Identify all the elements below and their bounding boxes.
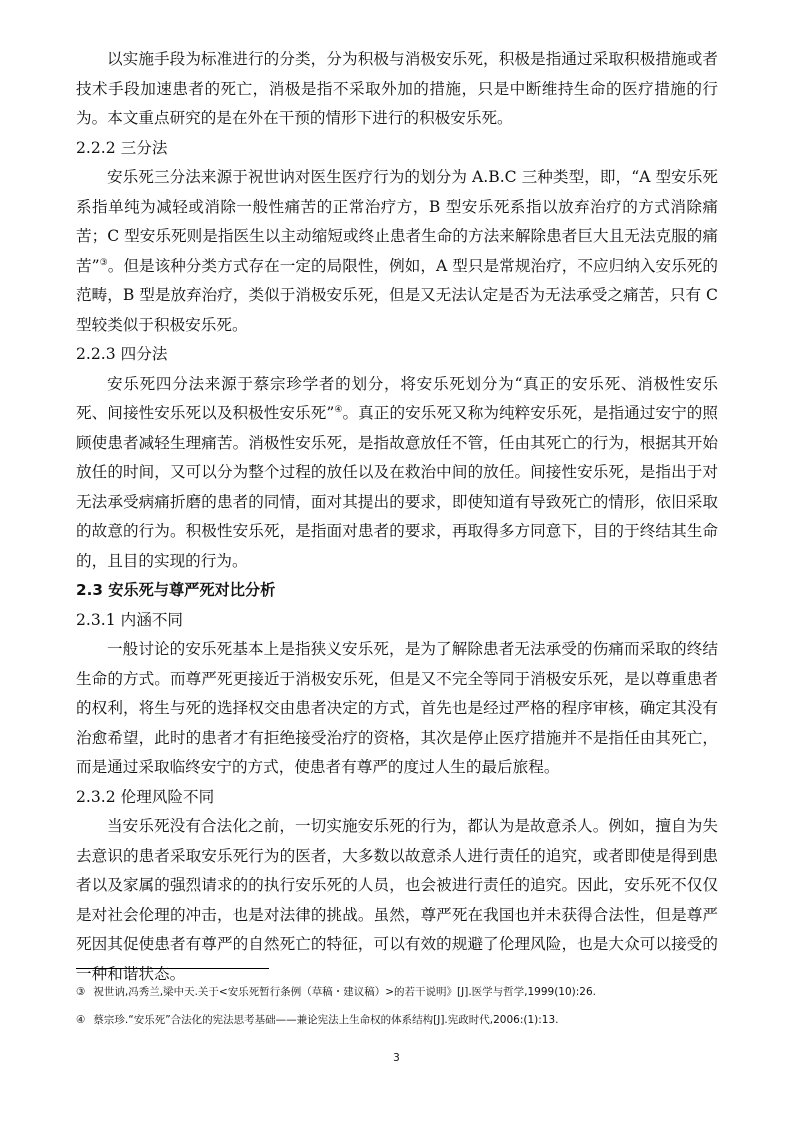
footnote-ref-3[interactable]: ③ — [99, 257, 108, 268]
footnote-text: 祝世讷,冯秀兰,梁中天.关于<安乐死暂行条例（草稿・建议稿）>的若干说明》[J].医学与哲学,1999(10):26. — [93, 986, 597, 998]
paragraph-four-classes — [76, 370, 718, 577]
paragraph-classification-by-means: 以实施手段为标准进行的分类，分为积极与消极安乐死，积极是指通过采取积极措施或者技术手段加速患者的死亡，消极是指不采取外加的措施，只是中断维持生命的医疗措施的行为。本文重点研究的是在外在干预的情形下进行的积极安乐死。 — [76, 50, 718, 127]
page-number: 3 — [393, 1052, 400, 1064]
subheading-three-classes: 2.2.2 三分法 — [76, 138, 168, 157]
section-heading-comparison: 2.3 安乐死与尊严死对比分析 — [76, 581, 276, 599]
subheading-four-classes: 2.2.3 四分法 — [76, 345, 168, 363]
footnote-4 — [76, 1006, 718, 1034]
document-body — [76, 45, 718, 989]
paragraph-four-classes-part1: 安乐死四分法来源于蔡宗珍学者的划分，将安乐死划分为“真正的安乐死、消极性安乐死、间接性安乐死以及积极性安乐死” — [76, 374, 718, 422]
paragraph-three-classes — [76, 163, 718, 340]
footnote-divider — [76, 968, 269, 969]
footnote-ref-4[interactable]: ④ — [334, 405, 343, 415]
footnote-text: 蔡宗珍.“安乐死”合法化的宪法思考基础——兼论宪法上生命权的体系结构[J].宪政时代,2006:(1):13. — [93, 1014, 559, 1026]
paragraph-three-classes-part2: 。但是该种分类方式存在一定的局限性，例如，A 型只是常规治疗，不应归纳入安乐死的范畴，B 型是放弃治疗，类似于消极安乐死，但是又无法认定是否为无法承受之痛苦，只有 C 型较类似于积极安乐死。 — [76, 256, 718, 334]
subheading-ethical-risk: 2.3.2 伦理风险不同 — [76, 787, 215, 806]
paragraph-connotation: 一般讨论的安乐死基本上是指狭义安乐死，是为了解除患者无法承受的伤痛而采取的终结生命的方式。而尊严死更接近于消极安乐死，但是又不完全等同于消极安乐死，是以尊重患者的权利，将生与死的选择权交由患者决定的方式，首先也是经过严格的程序审核，确定其没有治愈希望，此时的患者才有拒绝接受治疗的资格，其次是停止医疗措施并不是指任由其死亡，而是通过采取临终安宁的方式，使患者有尊严的度过人生的最后旅程。 — [76, 640, 718, 776]
paragraph-ethical-risk: 当安乐死没有合法化之前，一切实施安乐死的行为，都认为是故意杀人。例如，擅自为失去意识的患者采取安乐死行为的医者，大多数以故意杀人进行责任的追究，或者即使是得到患者以及家属的强烈请求的的执行安乐死的人员，也会被进行责任的追究。因此，安乐死不仅仅是对社会伦理的冲击，也是对法律的挑战。虽然，尊严死在我国也并未获得合法性，但是尊严死因其促使患者有尊严的自然死亡的特征，可以有效的规避了伦理风险，也是大众可以接受的一种和谐状态。 — [76, 817, 718, 983]
footnote-mark: ③ — [76, 986, 86, 998]
footnote-3 — [76, 978, 718, 1006]
subheading-connotation: 2.3.1 内涵不同 — [76, 610, 184, 629]
footnotes — [76, 978, 718, 1034]
paragraph-three-classes-part1: 安乐死三分法来源于祝世讷对医生医疗行为的划分为 A.B.C 三种类型，即，“A 型安乐死系指单纯为减轻或消除一般性痛苦的正常治疗方，B 型安乐死系指以放弃治疗的方式消除痛苦；C 型安乐死则是指医生以主动缩短或终止患者生命的方法来解除患者巨大且无法克服的痛苦” — [76, 168, 718, 275]
footnote-mark: ④ — [76, 1014, 86, 1026]
paragraph-four-classes-part2: 。真正的安乐死又称为纯粹安乐死，是指通过安宁的照顾使患者减轻生理痛苦。消极性安乐死，是指故意放任不管，任由其死亡的行为，根据其开始放任的时间，又可以分为整个过程的放任以及在救治中间的放任。间接性安乐死，是指出于对无法承受病痛折磨的患者的同情，面对其提出的要求，即使知道有导致死亡的情形，依旧采取的故意的行为。积极性安乐死，是指面对患者的要求，再取得多方同意下，目的于终结其生命的，且目的实现的行为。 — [76, 404, 718, 570]
